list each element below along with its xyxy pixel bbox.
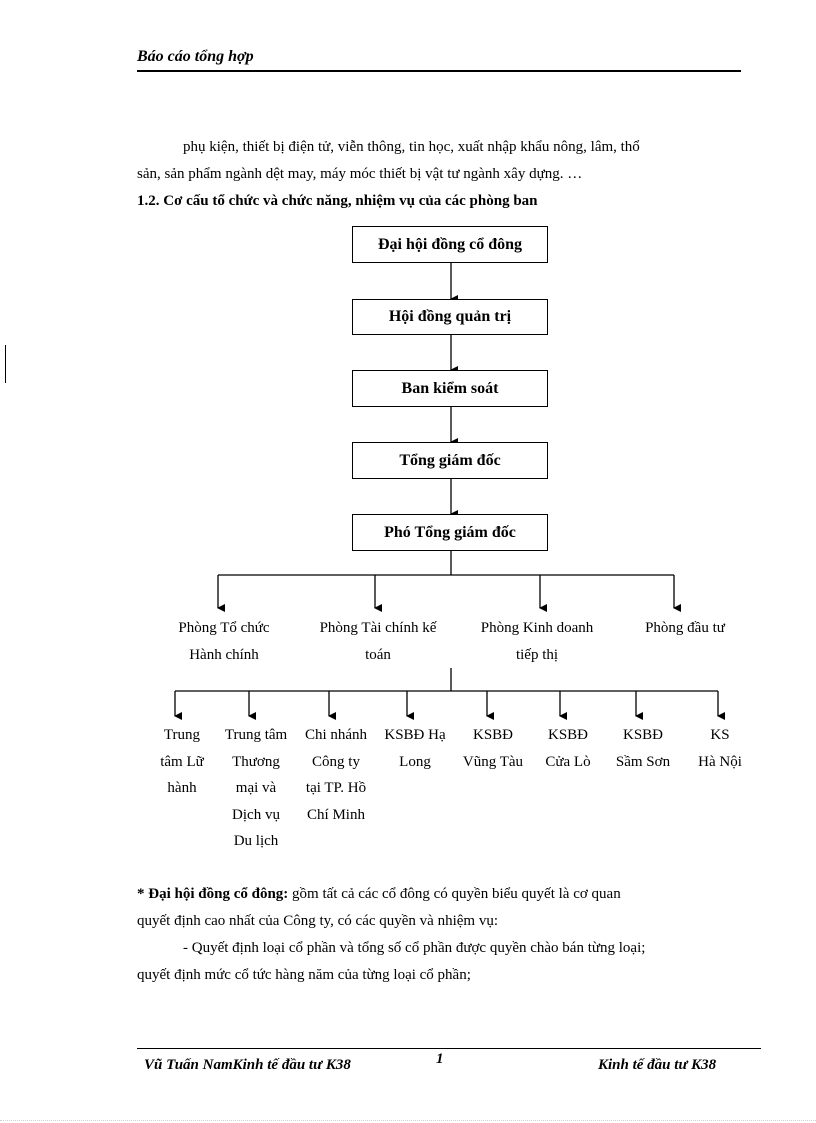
header-title: Báo cáo tổng hợp bbox=[137, 48, 254, 65]
dept-line: tiếp thị bbox=[515, 647, 559, 663]
dept-dau-tu bbox=[628, 615, 742, 642]
footer-rule bbox=[137, 1048, 761, 1049]
dept-line: toán bbox=[365, 647, 391, 663]
unit-chi-nhanh-hcm bbox=[296, 722, 376, 828]
unit-line: Cửa Lò bbox=[545, 753, 591, 770]
dhcd-bullet-line-2: quyết định mức cổ tức hàng năm của từng loại cổ phần; bbox=[137, 967, 471, 983]
footer-left: Vũ Tuấn NamKinh tế đầu tư K38 bbox=[144, 1057, 351, 1073]
unit-trung-tam-thuong-mai bbox=[216, 722, 296, 855]
unit-line: KS bbox=[710, 727, 730, 743]
unit-line: Sầm Sơn bbox=[615, 753, 671, 770]
dhcd-line-2: quyết định cao nhất của Công ty, có các quyền và nhiệm vụ: bbox=[137, 913, 499, 929]
intro-line-2: sản, sản phẩm ngành dệt may, máy móc thiết bị vật tư ngành xây dựng. … bbox=[137, 166, 583, 182]
dept-line: Phòng Tổ chức bbox=[178, 620, 270, 636]
dhcd-line-1-rest: gồm tất cả các cổ đông có quyền biểu quyết là cơ quan bbox=[288, 886, 621, 902]
unit-line: Hà Nội bbox=[698, 753, 742, 770]
box-ban-kiem-soat: Ban kiểm soát bbox=[352, 370, 548, 407]
unit-line: Chi nhánh bbox=[304, 727, 368, 743]
unit-ksbd-sam-son bbox=[600, 722, 686, 775]
box-dai-hoi-dong-co-dong: Đại hội đồng cổ đông bbox=[352, 226, 548, 263]
dhcd-bullet-line-1: - Quyết định loại cổ phần và tổng số cổ phần được quyền chào bán từng loại; bbox=[183, 940, 646, 956]
unit-line: Long bbox=[399, 753, 431, 770]
unit-ksbd-cua-lo bbox=[530, 722, 606, 775]
unit-line: KSBĐ bbox=[472, 727, 513, 743]
dept-line: Hành chính bbox=[189, 647, 259, 663]
page-edge bbox=[0, 1120, 816, 1121]
unit-ksbd-vung-tau bbox=[452, 722, 534, 775]
unit-line: Công ty bbox=[312, 753, 360, 770]
dept-to-chuc-hanh-chinh bbox=[158, 615, 290, 669]
section-heading: 1.2. Cơ cấu tổ chức và chức năng, nhiệm vụ của các phòng ban bbox=[137, 193, 538, 209]
dhcd-label: * Đại hội đồng cổ đông: bbox=[137, 886, 289, 902]
unit-line: Du lịch bbox=[233, 833, 279, 849]
unit-line: KSBĐ Hạ bbox=[384, 727, 446, 743]
unit-line: Thương bbox=[232, 753, 280, 770]
dept-kinh-doanh-tiep-thi bbox=[462, 615, 612, 669]
dept-tai-chinh-ke-toan bbox=[300, 615, 456, 669]
box-tong-giam-doc: Tổng giám đốc bbox=[352, 442, 548, 479]
dept-line: Phòng Tài chính kế bbox=[319, 620, 437, 636]
unit-line: Trung tâm bbox=[224, 727, 288, 743]
footer-page-number: 1 bbox=[436, 1051, 444, 1067]
unit-line: hành bbox=[167, 780, 197, 796]
box-hoi-dong-quan-tri: Hội đồng quản trị bbox=[352, 299, 548, 335]
unit-line: Chí Minh bbox=[307, 806, 365, 823]
unit-line: KSBĐ bbox=[547, 727, 588, 743]
footer-right: Kinh tế đầu tư K38 bbox=[598, 1057, 717, 1073]
unit-line: KSBĐ bbox=[622, 727, 663, 743]
unit-line: tại TP. Hồ bbox=[305, 780, 367, 796]
unit-line: Vũng Tàu bbox=[462, 753, 524, 770]
intro-line-1: phụ kiện, thiết bị điện tử, viễn thông, tin học, xuất nhập khẩu nông, lâm, thổ bbox=[183, 139, 640, 155]
unit-ks-ha-noi bbox=[684, 722, 756, 775]
unit-line: tâm Lữ bbox=[160, 753, 204, 770]
dhcd-line-1 bbox=[137, 881, 621, 908]
unit-line: Trung bbox=[163, 727, 201, 743]
unit-line: mại và bbox=[235, 780, 277, 796]
box-pho-tong-giam-doc: Phó Tổng giám đốc bbox=[352, 514, 548, 551]
dept-line: Phòng Kinh doanh bbox=[480, 620, 594, 636]
unit-line: Dịch vụ bbox=[232, 806, 280, 823]
unit-trung-tam-lu-hanh bbox=[148, 722, 216, 802]
unit-ksbd-ha-long bbox=[374, 722, 456, 775]
dept-line: Phòng đầu tư bbox=[645, 620, 725, 636]
